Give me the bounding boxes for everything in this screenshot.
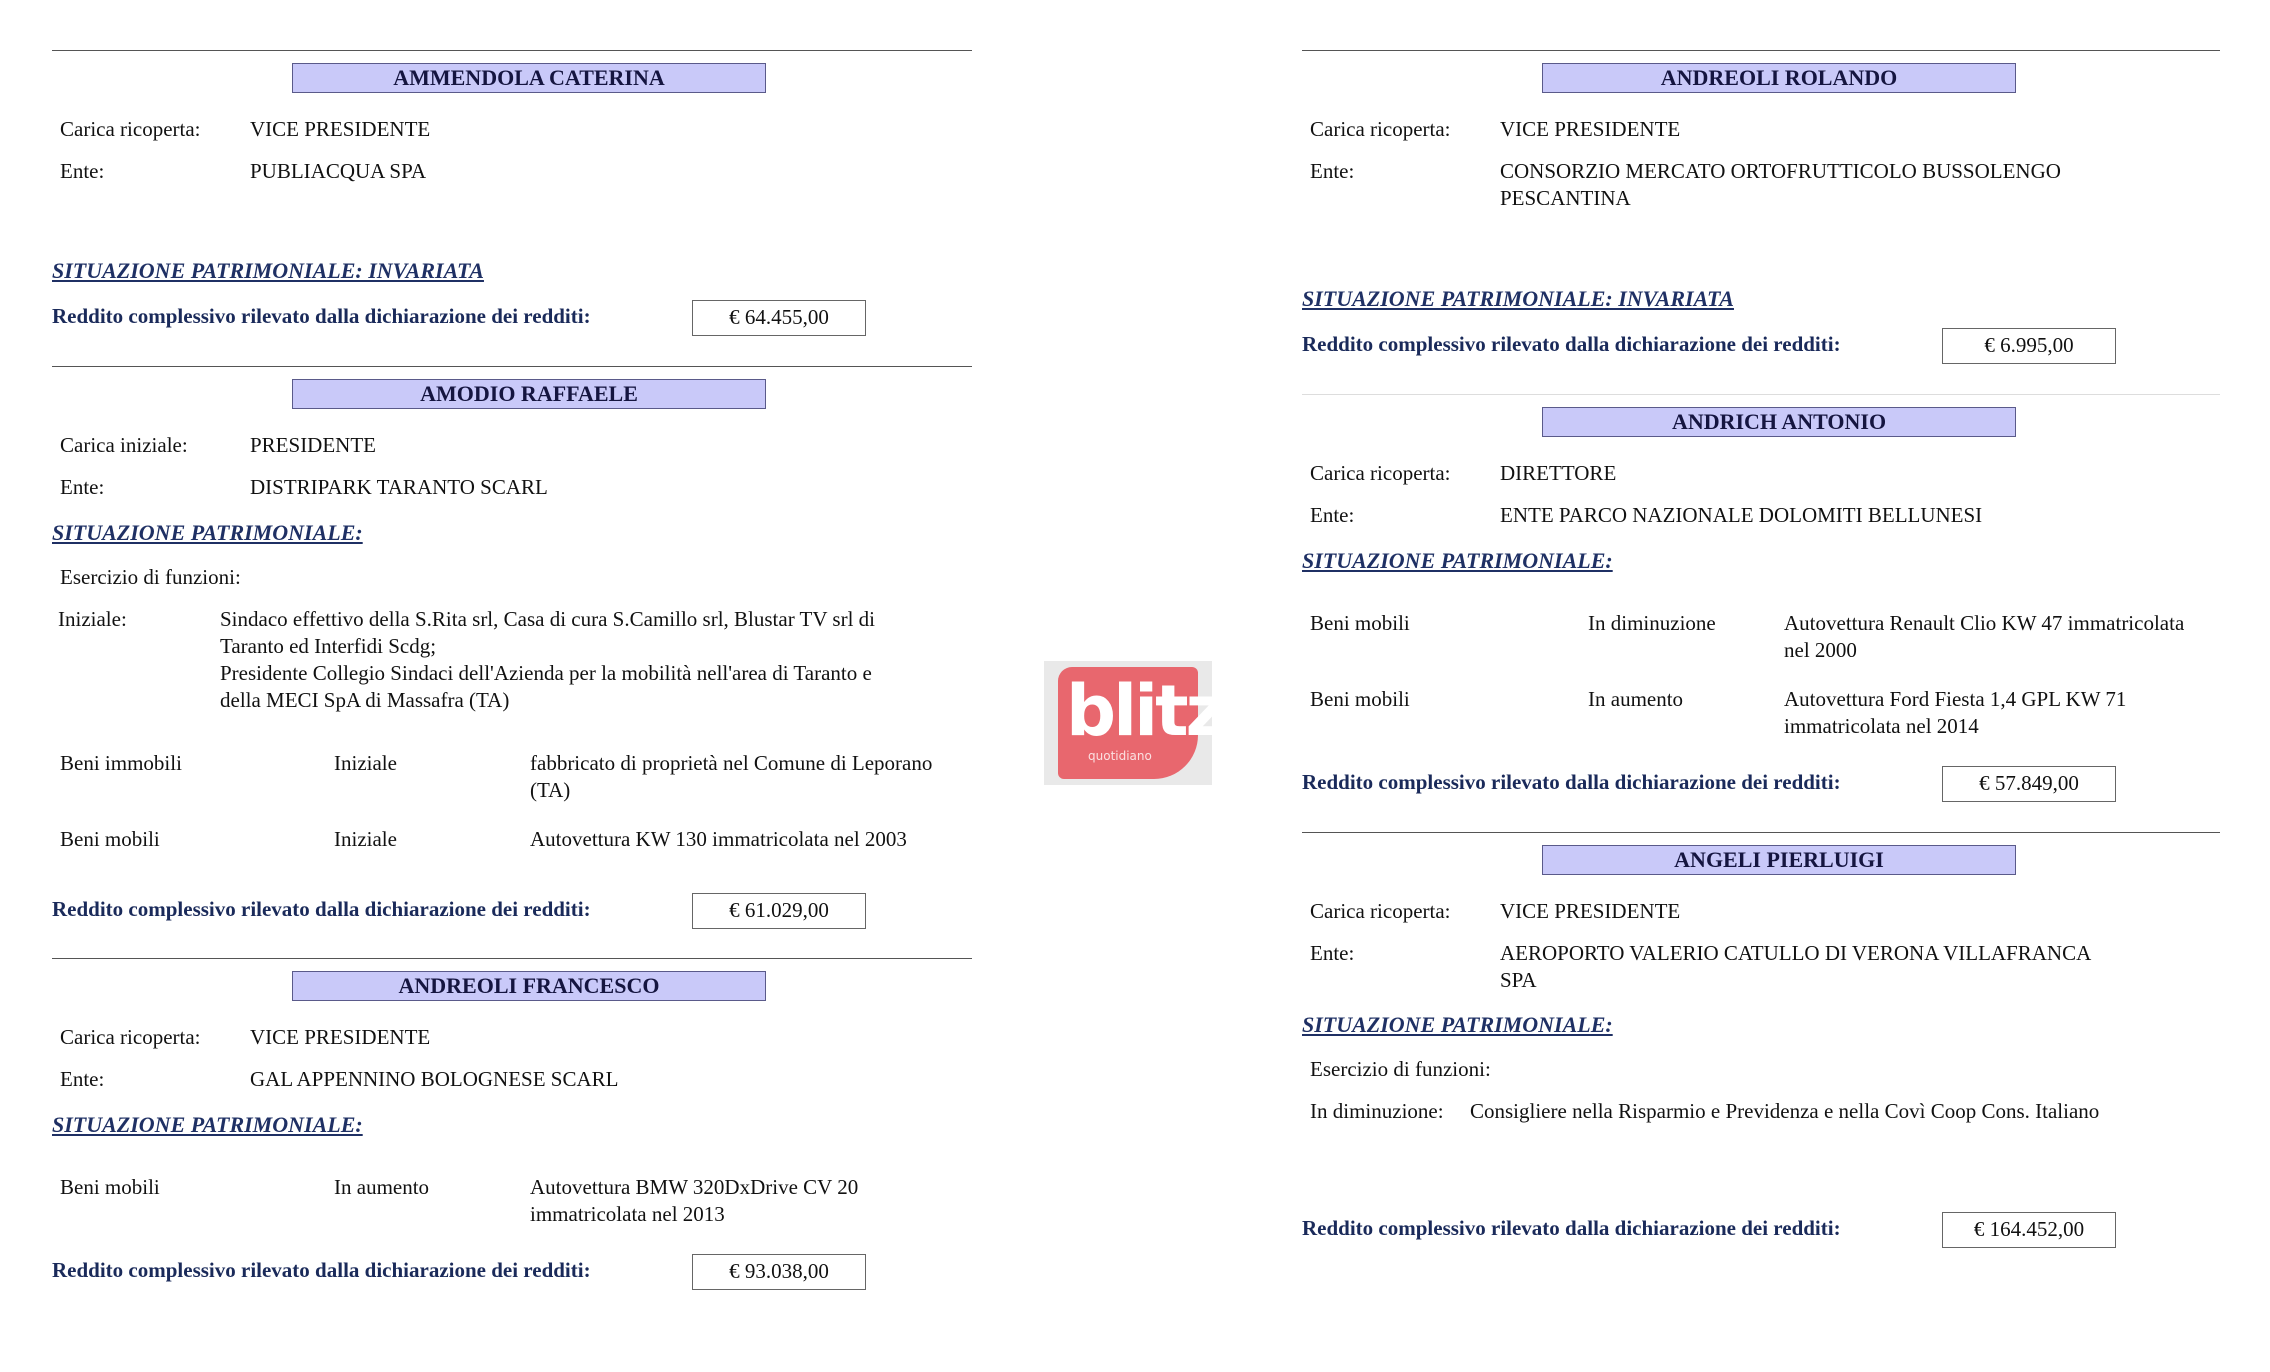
reddito-value: € 57.849,00 [1942,766,2116,802]
beni-desc [1784,686,2224,740]
beni-desc-line: (TA) [530,778,571,802]
in-diminuzione-value: Consigliere nella Risparmio e Previdenza e nella Covì Coop Cons. Italiano [1470,1099,2100,1123]
ente-line: AEROPORTO VALERIO CATULLO DI VERONA VILLAFRANCA [1500,941,2092,965]
ente-label: Ente: [1310,503,1355,527]
iniziale-value [220,606,980,714]
situazione-title: SITUAZIONE PATRIMONIALE: [1302,548,1613,573]
beni-desc-line: immatricolata nel 2014 [1784,714,1979,738]
situazione-title: SITUAZIONE PATRIMONIALE: [52,520,363,545]
carica-label: Carica iniziale: [60,433,188,457]
esercizio-label: Esercizio di funzioni: [1310,1057,1491,1081]
iniziale-line: Taranto ed Interfidi Scdg; [220,634,437,658]
reddito-label: Reddito complessivo rilevato dalla dichiarazione dei redditi: [52,897,591,921]
blitz-logo-text: blitz [1066,670,1224,752]
ente-value: ENTE PARCO NAZIONALE DOLOMITI BELLUNESI [1500,503,1983,527]
situazione-title: SITUAZIONE PATRIMONIALE: [52,1112,363,1137]
ente-value [1500,158,2220,212]
beni-desc [530,826,990,853]
situazione-title: SITUAZIONE PATRIMONIALE: INVARIATA [1302,286,1734,311]
in-diminuzione-label: In diminuzione: [1310,1099,1444,1123]
section-divider [1302,832,2220,833]
ente-label: Ente: [60,1067,105,1091]
beni-stato: In aumento [1588,687,1684,711]
beni-tipo: Beni mobili [60,827,160,851]
section-divider [1302,394,2220,395]
blitz-logo-badge [1058,667,1224,779]
ente-value: DISTRIPARK TARANTO SCARL [250,475,548,499]
beni-desc-line: Autovettura Renault Clio KW 47 immatricolata [1784,611,2185,635]
blitz-logo-sub: quotidiano [1088,749,1152,763]
beni-stato: Iniziale [334,827,397,851]
carica-value: DIRETTORE [1500,461,1617,485]
ente-line: SPA [1500,968,1537,992]
iniziale-line: Presidente Collegio Sindaci dell'Azienda per la mobilità nell'area di Taranto e [220,661,872,685]
blitz-logo [1044,661,1224,785]
section-divider [1302,50,2220,51]
ente-value: PUBLIACQUA SPA [250,159,427,183]
section-divider [52,366,972,367]
reddito-label: Reddito complessivo rilevato dalla dichiarazione dei redditi: [1302,332,1841,356]
iniziale-label: Iniziale: [58,607,127,631]
situazione-title: SITUAZIONE PATRIMONIALE: [1302,1012,1613,1037]
reddito-label: Reddito complessivo rilevato dalla dichiarazione dei redditi: [52,1258,591,1282]
section-divider [52,50,972,51]
person-name: AMODIO RAFFAELE [292,379,766,409]
carica-label: Carica ricoperta: [60,1025,201,1049]
beni-tipo: Beni mobili [60,1175,160,1199]
situazione-title: SITUAZIONE PATRIMONIALE: INVARIATA [52,258,484,283]
beni-desc-line: Autovettura Ford Fiesta 1,4 GPL KW 71 [1784,687,2127,711]
reddito-value: € 61.029,00 [692,893,866,929]
beni-desc [1784,610,2224,664]
carica-value: VICE PRESIDENTE [1500,899,1681,923]
person-name: ANDREOLI ROLANDO [1542,63,2016,93]
iniziale-line: della MECI SpA di Massafra (TA) [220,688,510,712]
beni-tipo: Beni mobili [1310,611,1410,635]
carica-value: VICE PRESIDENTE [250,1025,431,1049]
beni-desc-line: Autovettura BMW 320DxDrive CV 20 [530,1175,859,1199]
reddito-label: Reddito complessivo rilevato dalla dichiarazione dei redditi: [52,304,591,328]
ente-label: Ente: [1310,941,1355,965]
ente-label: Ente: [60,475,105,499]
person-name: AMMENDOLA CATERINA [292,63,766,93]
reddito-label: Reddito complessivo rilevato dalla dichiarazione dei redditi: [1302,770,1841,794]
beni-stato: Iniziale [334,751,397,775]
reddito-label: Reddito complessivo rilevato dalla dichiarazione dei redditi: [1302,1216,1841,1240]
person-name: ANDRICH ANTONIO [1542,407,2016,437]
ente-value: GAL APPENNINO BOLOGNESE SCARL [250,1067,619,1091]
ente-line: PESCANTINA [1500,186,1631,210]
beni-tipo: Beni immobili [60,751,182,775]
reddito-value: € 164.452,00 [1942,1212,2116,1248]
reddito-value: € 93.038,00 [692,1254,866,1290]
beni-desc [530,750,990,804]
beni-desc-line: Autovettura KW 130 immatricolata nel 2003 [530,827,907,851]
beni-desc-line: immatricolata nel 2013 [530,1202,725,1226]
ente-label: Ente: [1310,159,1355,183]
carica-value: VICE PRESIDENTE [250,117,431,141]
ente-line: CONSORZIO MERCATO ORTOFRUTTICOLO BUSSOLENGO [1500,159,2061,183]
section-divider [52,958,972,959]
beni-stato: In diminuzione [1588,611,1716,635]
reddito-value: € 6.995,00 [1942,328,2116,364]
beni-desc-line: fabbricato di proprietà nel Comune di Leporano [530,751,933,775]
carica-value: VICE PRESIDENTE [1500,117,1681,141]
person-name: ANDREOLI FRANCESCO [292,971,766,1001]
reddito-value: € 64.455,00 [692,300,866,336]
carica-label: Carica ricoperta: [1310,117,1451,141]
ente-value [1500,940,2220,994]
ente-label: Ente: [60,159,105,183]
person-name: ANGELI PIERLUIGI [1542,845,2016,875]
carica-label: Carica ricoperta: [60,117,201,141]
beni-desc [530,1174,990,1228]
beni-tipo: Beni mobili [1310,687,1410,711]
carica-label: Carica ricoperta: [1310,461,1451,485]
beni-stato: In aumento [334,1175,430,1199]
carica-label: Carica ricoperta: [1310,899,1451,923]
esercizio-label: Esercizio di funzioni: [60,565,241,589]
carica-value: PRESIDENTE [250,433,376,457]
iniziale-line: Sindaco effettivo della S.Rita srl, Casa di cura S.Camillo srl, Blustar TV srl di [220,607,876,631]
beni-desc-line: nel 2000 [1784,638,1857,662]
